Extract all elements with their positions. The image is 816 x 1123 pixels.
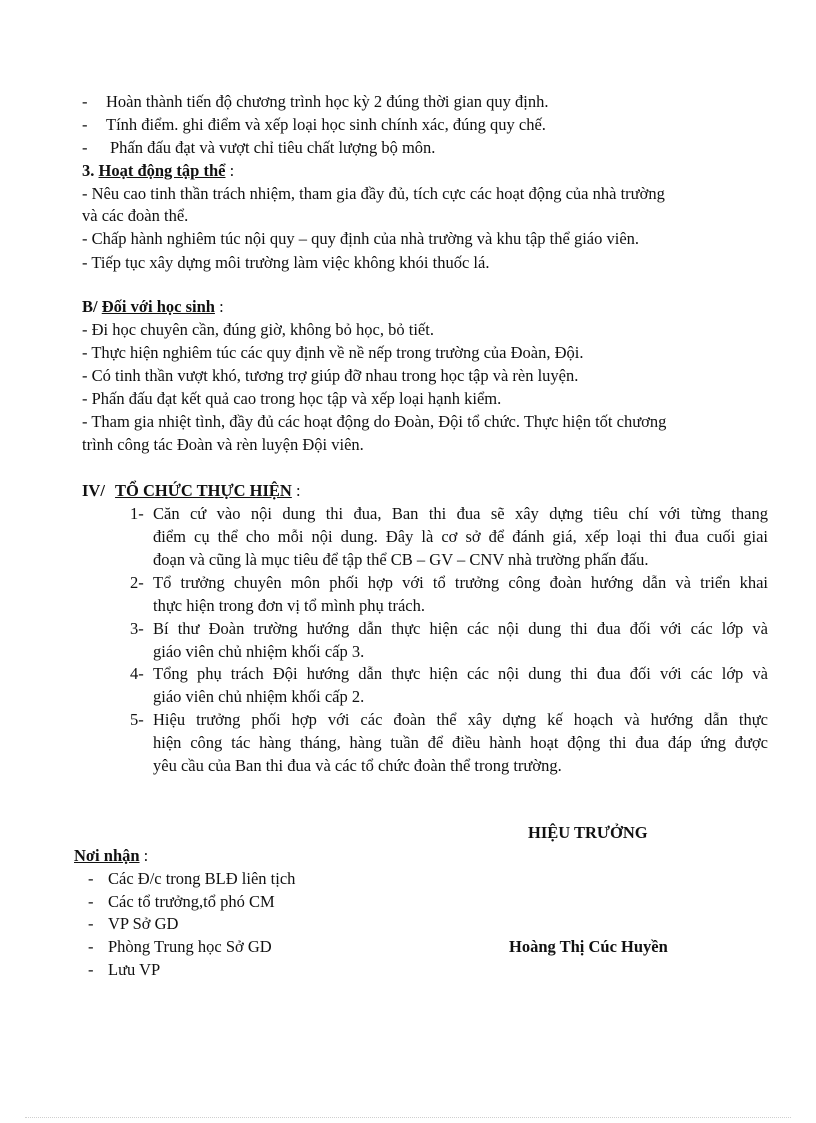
- heading-prefix: IV/: [82, 481, 105, 500]
- student-line: - Tham gia nhiệt tình, đầy đủ các hoạt động do Đoàn, Đội tổ chức. Thực hiện tốt chương: [82, 412, 667, 431]
- collective-line: và các đoàn thể.: [82, 206, 189, 225]
- recipient-dash: -: [88, 960, 94, 979]
- item-number: 1-: [130, 504, 144, 523]
- item-line: Bí thư Đoàn trường hướng dẫn thực hiện các nội dung thi đua đối với các lớp và: [153, 619, 768, 638]
- bullet-text: Hoàn thành tiến độ chương trình học kỳ 2 đúng thời gian quy định.: [106, 92, 549, 111]
- recipients-heading: [74, 846, 148, 866]
- student-line: trình công tác Đoàn và rèn luyện Đội viên.: [82, 435, 364, 454]
- collective-line: - Nêu cao tinh thần trách nhiệm, tham gia đầy đủ, tích cực các hoạt động của nhà trường: [82, 184, 665, 203]
- recipient-item: Phòng Trung học Sở GD: [108, 937, 272, 956]
- recipient-item: Lưu VP: [108, 960, 161, 979]
- student-line: - Có tinh thần vượt khó, tương trợ giúp đỡ nhau trong học tập và rèn luyện.: [82, 366, 579, 385]
- recipients-colon: :: [143, 846, 149, 865]
- recipient-item: Các tổ trưởng,tổ phó CM: [108, 892, 275, 911]
- item-line: Tổng phụ trách Đội hướng dẫn thực hiện các nội dung thi đua đối với các lớp và: [153, 664, 768, 683]
- item-line: Hiệu trưởng phối hợp với các đoàn thể xây dựng kế hoạch và hướng dẫn thực: [153, 710, 768, 729]
- recipient-dash: -: [88, 914, 94, 933]
- student-line: - Thực hiện nghiêm túc các quy định về nề nếp trong trường của Đoàn, Đội.: [82, 343, 584, 362]
- student-line: - Đi học chuyên cần, đúng giờ, không bỏ học, bỏ tiết.: [82, 320, 434, 339]
- recipient-item: Các Đ/c trong BLĐ liên tịch: [108, 869, 296, 888]
- heading-implementation: [82, 481, 301, 501]
- signature-title: HIỆU TRƯỞNG: [528, 823, 648, 842]
- recipient-dash: -: [88, 869, 94, 888]
- item-line: giáo viên chủ nhiệm khối cấp 3.: [153, 642, 365, 661]
- item-line: hiện công tác hàng tháng, hàng tuần để điều hành hoạt động thi đua đáp ứng được: [153, 733, 768, 752]
- heading-label: Đối với học sinh: [101, 297, 215, 316]
- item-number: 2-: [130, 573, 144, 592]
- heading-colon: :: [219, 297, 224, 316]
- item-number: 5-: [130, 710, 144, 729]
- collective-line: - Tiếp tục xây dựng môi trường làm việc không khói thuốc lá.: [82, 253, 490, 272]
- item-number: 4-: [130, 664, 144, 683]
- recipients-label: Nơi nhận: [74, 846, 140, 865]
- heading-collective: [82, 161, 234, 181]
- recipient-dash: -: [88, 937, 94, 956]
- heading-label: Hoạt động tập thể: [98, 161, 226, 180]
- heading-number: 3.: [82, 161, 95, 180]
- bullet-dash: -: [82, 138, 88, 157]
- collective-line: - Chấp hành nghiêm túc nội quy – quy định của nhà trường và khu tập thể giáo viên.: [82, 229, 640, 248]
- item-line: điểm cụ thể cho mỗi nội dung. Đây là cơ sở để đánh giá, xếp loại thi đua cuối giai: [153, 527, 768, 546]
- heading-prefix: B/: [82, 297, 98, 316]
- page-footer-rule: [25, 1117, 791, 1118]
- item-line: yêu cầu của Ban thi đua và các tổ chức đoàn thể trong trường.: [153, 756, 562, 775]
- bullet-dash: -: [82, 92, 88, 111]
- item-number: 3-: [130, 619, 144, 638]
- item-line: Tổ trưởng chuyên môn phối hợp với tổ trưởng công đoàn hướng dẫn và triển khai: [153, 573, 768, 592]
- recipient-item: VP Sở GD: [108, 914, 179, 933]
- recipient-dash: -: [88, 892, 94, 911]
- signature-name: Hoàng Thị Cúc Huyền: [509, 937, 668, 956]
- student-line: - Phấn đấu đạt kết quả cao trong học tập và xếp loại hạnh kiểm.: [82, 389, 502, 408]
- item-line: thực hiện trong đơn vị tổ mình phụ trách.: [153, 596, 426, 615]
- bullet-text: Phấn đấu đạt và vượt chỉ tiêu chất lượng bộ môn.: [110, 138, 436, 157]
- item-line: đoạn và cũng là mục tiêu để tập thể CB – GV – CNV nhà trường phấn đấu.: [153, 550, 649, 569]
- bullet-dash: -: [82, 115, 88, 134]
- bullet-text: Tính điểm. ghi điểm và xếp loại học sinh chính xác, đúng quy chế.: [106, 115, 546, 134]
- item-line: giáo viên chủ nhiệm khối cấp 2.: [153, 687, 365, 706]
- heading-students: [82, 297, 224, 317]
- heading-label: TỔ CHỨC THỰC HIỆN: [115, 481, 292, 500]
- item-line: Căn cứ vào nội dung thi đua, Ban thi đua sẽ xây dựng tiêu chí với từng thang: [153, 504, 768, 523]
- heading-colon: :: [229, 161, 235, 180]
- heading-colon: :: [295, 481, 301, 500]
